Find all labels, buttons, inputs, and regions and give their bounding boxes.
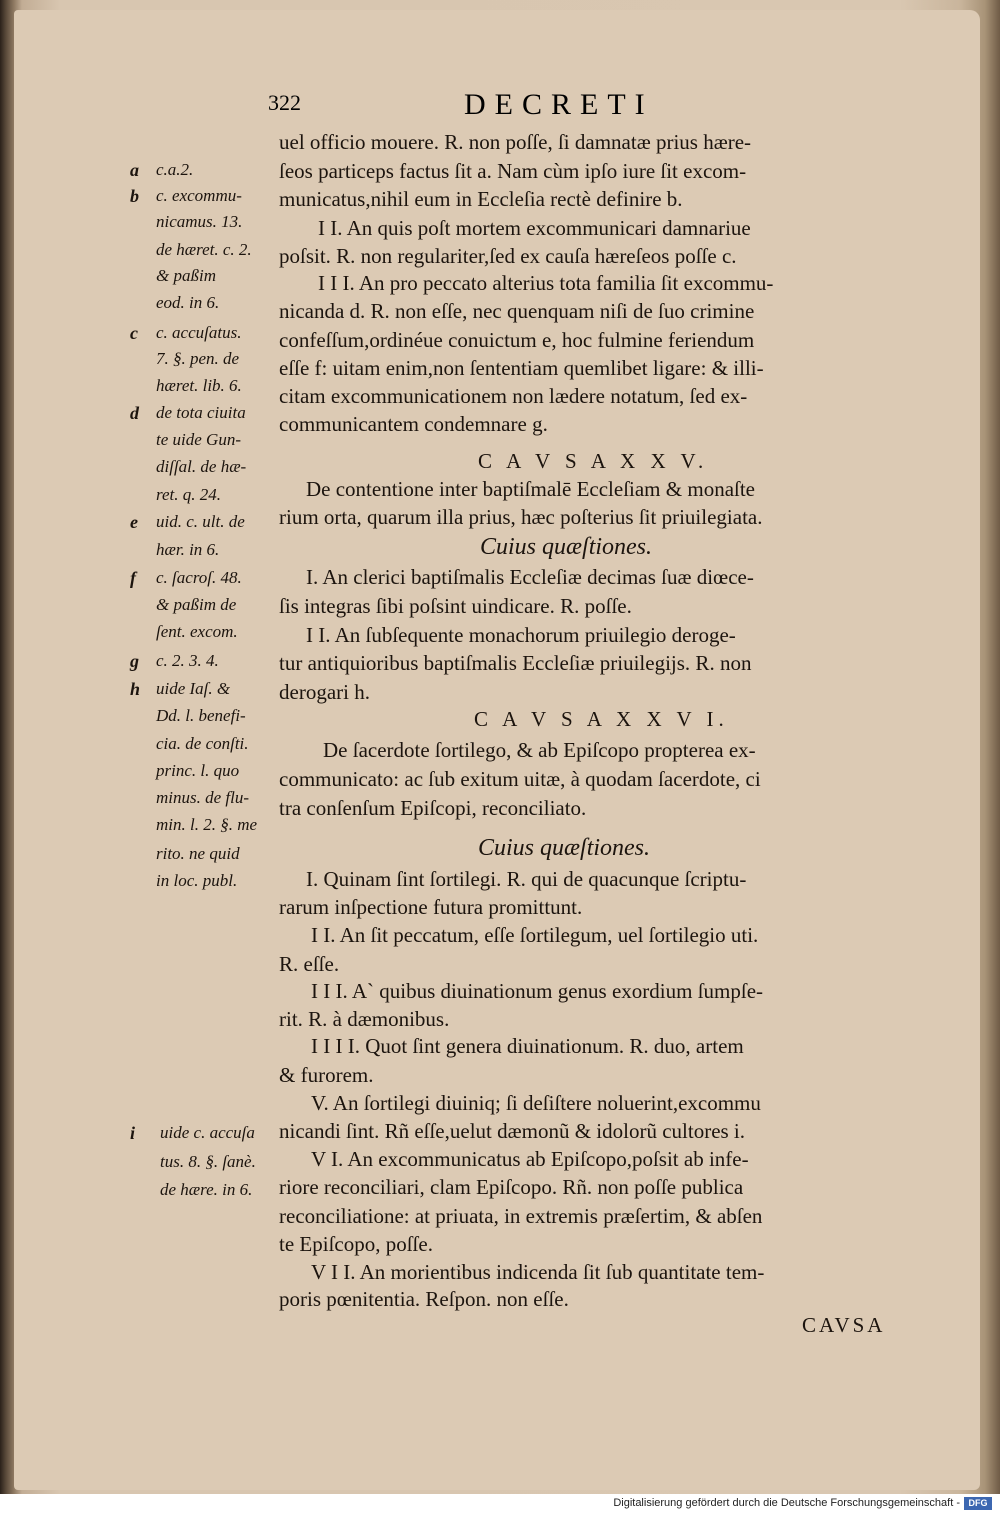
text-line: I I I. A` quibus diuinationum genus exordium ſumpſe- [311, 979, 764, 1003]
text-line: uel officio mouere. R. non poſſe, ſi damnatæ prius hære- [279, 130, 752, 154]
text-line: rit. R. à dæmonibus. [279, 1007, 450, 1031]
text-line: V. An ſortilegi diuiniq; ſi deſiſtere noluerint,excommu [311, 1091, 761, 1115]
text-line: communicantem condemnare g. [279, 412, 548, 436]
causa-heading: C A V S A X X V I. [474, 707, 729, 731]
margin-note-line: rito. ne quid [156, 844, 240, 863]
margin-note-line: minus. de flu- [156, 788, 250, 807]
margin-note-line: te uide Gun- [156, 430, 241, 449]
text-line: De ſacerdote ſortilego, & ab Epiſcopo propterea ex- [323, 738, 756, 762]
margin-note-marker: a [130, 160, 139, 180]
margin-note-marker: b [130, 186, 139, 206]
text-line: I I. An quis poſt mortem excommunicari damnariue [318, 216, 751, 240]
text-line: I I. An ſubſequente monachorum priuilegio deroge- [306, 623, 736, 647]
margin-note-line: tus. 8. §. ſanè. [160, 1152, 256, 1171]
text-line: nicanda d. R. non eſſe, nec quenquam niſi de ſuo crimine [279, 299, 755, 323]
margin-note-line: de tota ciuita [156, 403, 246, 422]
margin-note-line: eod. in 6. [156, 293, 220, 312]
questions-heading: Cuius quæſtiones. [478, 835, 651, 861]
margin-note-line: de hæret. c. 2. [156, 240, 252, 259]
running-title: DECRETI [464, 88, 654, 121]
text-line: te Epiſcopo, poſſe. [279, 1232, 433, 1256]
text-line: confeſſum,ordinéue conuictum e, hoc fulmine feriendum [279, 328, 755, 352]
margin-note-marker: i [130, 1123, 136, 1143]
margin-note-line: 7. §. pen. de [156, 349, 240, 368]
text-line: reconciliatione: at priuata, in extremis præſertim, & abſen [279, 1204, 763, 1228]
margin-note-line: Dd. l. benefi- [156, 706, 246, 725]
margin-note-line: & paßim de [156, 595, 237, 614]
margin-note-line: hæret. lib. 6. [156, 376, 242, 395]
text-line: I I. An ſit peccatum, eſſe ſortilegum, uel ſortilegio uti. [311, 923, 759, 947]
text-line: De contentione inter baptiſmalē Eccleſiam & monaſte [306, 477, 755, 501]
margin-note-line: uide Iaſ. & [156, 679, 231, 698]
margin-note-line: diſſal. de hæ- [156, 457, 247, 476]
running-head [268, 88, 888, 122]
text-line: I I I I. Quot ſint genera diuinationum. R. duo, artem [311, 1034, 744, 1058]
text-line: V I. An excommunicatus ab Epiſcopo,poſsit ab infe- [311, 1147, 749, 1171]
margin-note-marker: d [130, 403, 139, 423]
margin-note-line: princ. l. quo [156, 761, 240, 780]
page-number: 322 [268, 90, 301, 115]
digitization-footer [0, 1494, 1000, 1514]
text-line: tra conſenſum Epiſcopi, reconciliato. [279, 796, 587, 820]
margin-note-line: ret. q. 24. [156, 485, 222, 504]
margin-note-line: c. 2. 3. 4. [156, 651, 219, 670]
margin-note-marker: c [130, 323, 138, 343]
text-line: eſſe f: uitam enim,non ſententiam quemlibet ligare: & illi- [279, 356, 764, 380]
text-line: communicato: ac ſub exitum uitæ, à quodam ſacerdote, ci [279, 767, 761, 791]
text-line: rium orta, quarum illa prius, hæc poſterius ſit priuilegiata. [279, 505, 763, 529]
margin-note-line: & paßim [156, 266, 216, 285]
margin-note-line: c. ſacroſ. 48. [156, 568, 242, 587]
text-line: poſsit. R. non regulariter,ſed ex cauſa hæreſeos poſſe c. [279, 244, 737, 268]
text-line: ſis integras ſibi poſsint uindicare. R. poſſe. [279, 594, 632, 618]
margin-note-line: c. accuſatus. [156, 323, 242, 342]
text-line: riore reconciliari, clam Epiſcopo. Rñ. non poſſe publica [279, 1175, 744, 1199]
text-line: R. eſſe. [279, 952, 340, 976]
text-line: I. An clerici baptiſmalis Eccleſiæ decimas ſuæ diœce- [306, 565, 754, 589]
margin-note-line: uide c. accuſa [160, 1123, 255, 1142]
margin-note-line: uid. c. ult. de [156, 512, 245, 531]
margin-note-marker: e [130, 512, 138, 532]
text-line: V I I. An morientibus indicenda ſit ſub quantitate tem- [311, 1260, 765, 1284]
text-line: citam excommunicationem non lædere notatum, ſed ex- [279, 384, 748, 408]
text-line: I I I. An pro peccato alterius tota familia ſit excommu- [318, 271, 774, 295]
dfg-logo: DFG [964, 1497, 992, 1510]
text-line: derogari h. [279, 680, 370, 704]
text-line: tur antiquioribus baptiſmalis Eccleſiæ priuilegijs. R. non [279, 651, 752, 675]
text-line: & furorem. [279, 1063, 374, 1087]
causa-heading: C A V S A X X V. [478, 449, 709, 473]
text-line: I. Quinam ſint ſortilegi. R. qui de quacunque ſcriptu- [306, 867, 747, 891]
margin-note-line: de hære. in 6. [160, 1180, 253, 1199]
text-line: nicandi ſint. Rñ eſſe,uelut dæmonũ & idolorũ cultores i. [279, 1119, 746, 1143]
text-line: ſeos particeps factus ſit a. Nam cùm ipſo iure ſit excom- [279, 159, 747, 183]
margin-note-marker: g [130, 651, 139, 671]
margin-note-line: c.a.2. [156, 160, 194, 179]
margin-note-line: in loc. publ. [156, 871, 238, 890]
margin-note-marker: h [130, 679, 141, 699]
margin-note-line: ſent. excom. [156, 622, 238, 641]
margin-note-line: c. excommu- [156, 186, 242, 205]
text-line: poris pœnitentia. Reſpon. non eſſe. [279, 1287, 569, 1311]
funding-notice: Digitalisierung gefördert durch die Deutsche Forschungsgemeinschaft - [613, 1497, 960, 1509]
margin-note-line: nicamus. 13. [156, 212, 243, 231]
margin-note-marker: f [130, 568, 136, 588]
margin-note-line: min. l. 2. §. me [156, 815, 258, 834]
catchword: CAVSA [802, 1313, 886, 1337]
questions-heading: Cuius quæſtiones. [480, 534, 653, 560]
margin-note-line: cia. de conſti. [156, 734, 249, 753]
margin-note-line: hær. in 6. [156, 540, 220, 559]
text-line: municatus,nihil eum in Eccleſia rectè definire b. [279, 187, 683, 211]
text-line: rarum inſpectione futura promittunt. [279, 895, 583, 919]
